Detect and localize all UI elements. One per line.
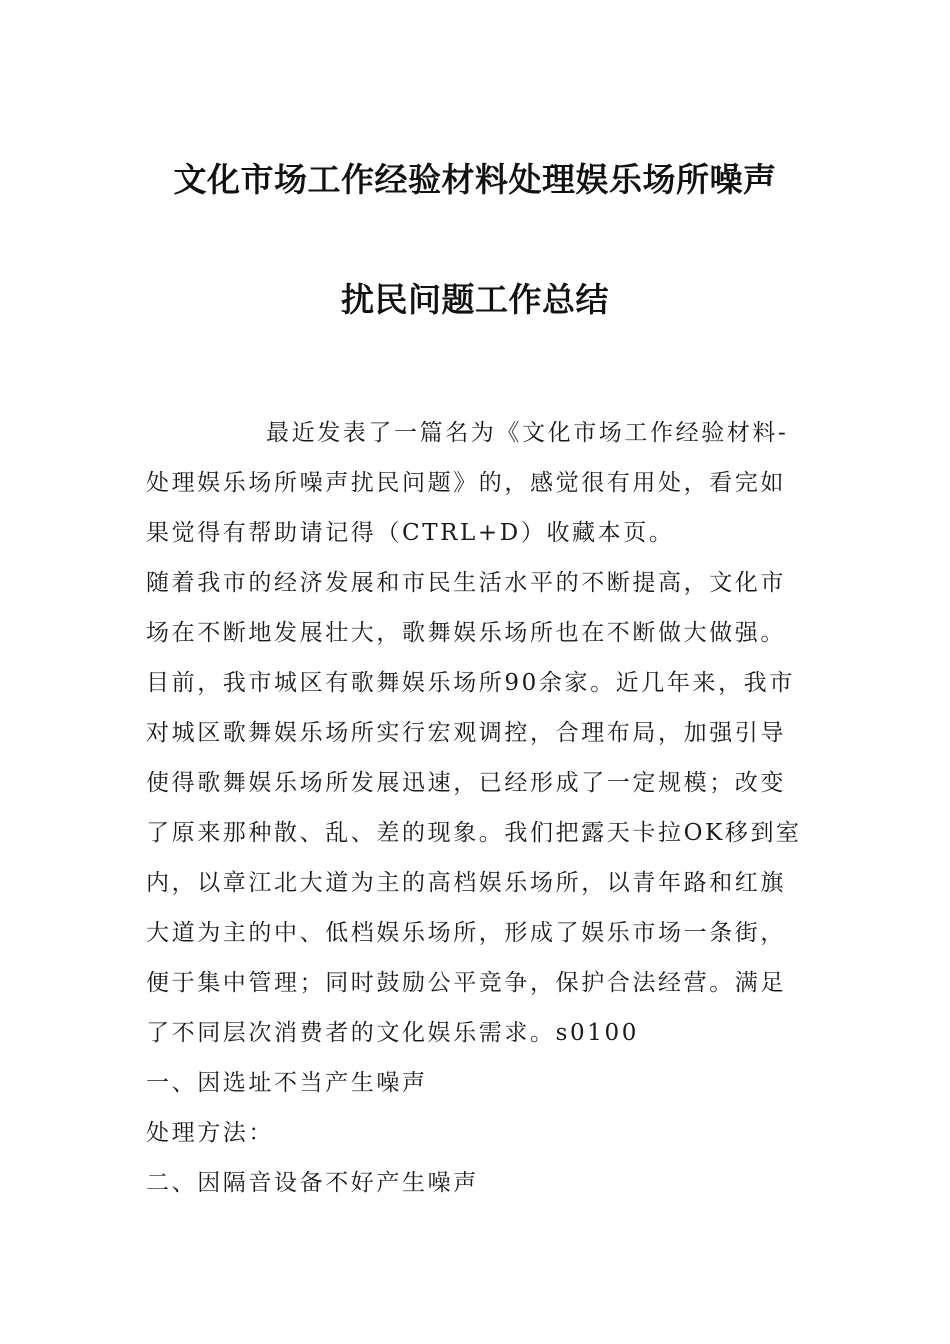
intro-paragraph: 最近发表了一篇名为《文化市场工作经验材料-处理娱乐场所噪声扰民问题》的，感觉很有用处，看完如果觉得有帮助请记得（CTRL+D）收藏本页。 xyxy=(146,420,789,546)
document-title-line-2: 扰民问题工作总结 xyxy=(341,280,609,319)
method-label: 处理方法： xyxy=(146,1120,274,1146)
document-title-line-1: 文化市场工作经验材料处理娱乐场所噪声 xyxy=(173,160,777,199)
section-heading-2: 二、因隔音设备不好产生噪声 xyxy=(146,1170,479,1196)
document-body xyxy=(146,408,808,1208)
body-paragraph: 随着我市的经济发展和市民生活水平的不断提高，文化市场在不断地发展壮大，歌舞娱乐场所也在不断做大做强。目前，我市城区有歌舞娱乐场所90余家。近几年来，我市对城区歌舞娱乐场所实行宏观调控，合理布局，加强引导使得歌舞娱乐场所发展迅速，已经形成了一定规模；改变了原来那种散、乱、差的现象。我们把露天卡拉OK移到室内，以章江北大道为主的高档娱乐场所，以青年路和红旗大道为主的中、低档娱乐场所，形成了娱乐市场一条街，便于集中管理；同时鼓励公平竞争，保护合法经营。满足了不同层次消费者的文化娱乐需求。s0100 xyxy=(146,570,802,1046)
section-heading-1: 一、因选址不当产生噪声 xyxy=(146,1070,428,1096)
